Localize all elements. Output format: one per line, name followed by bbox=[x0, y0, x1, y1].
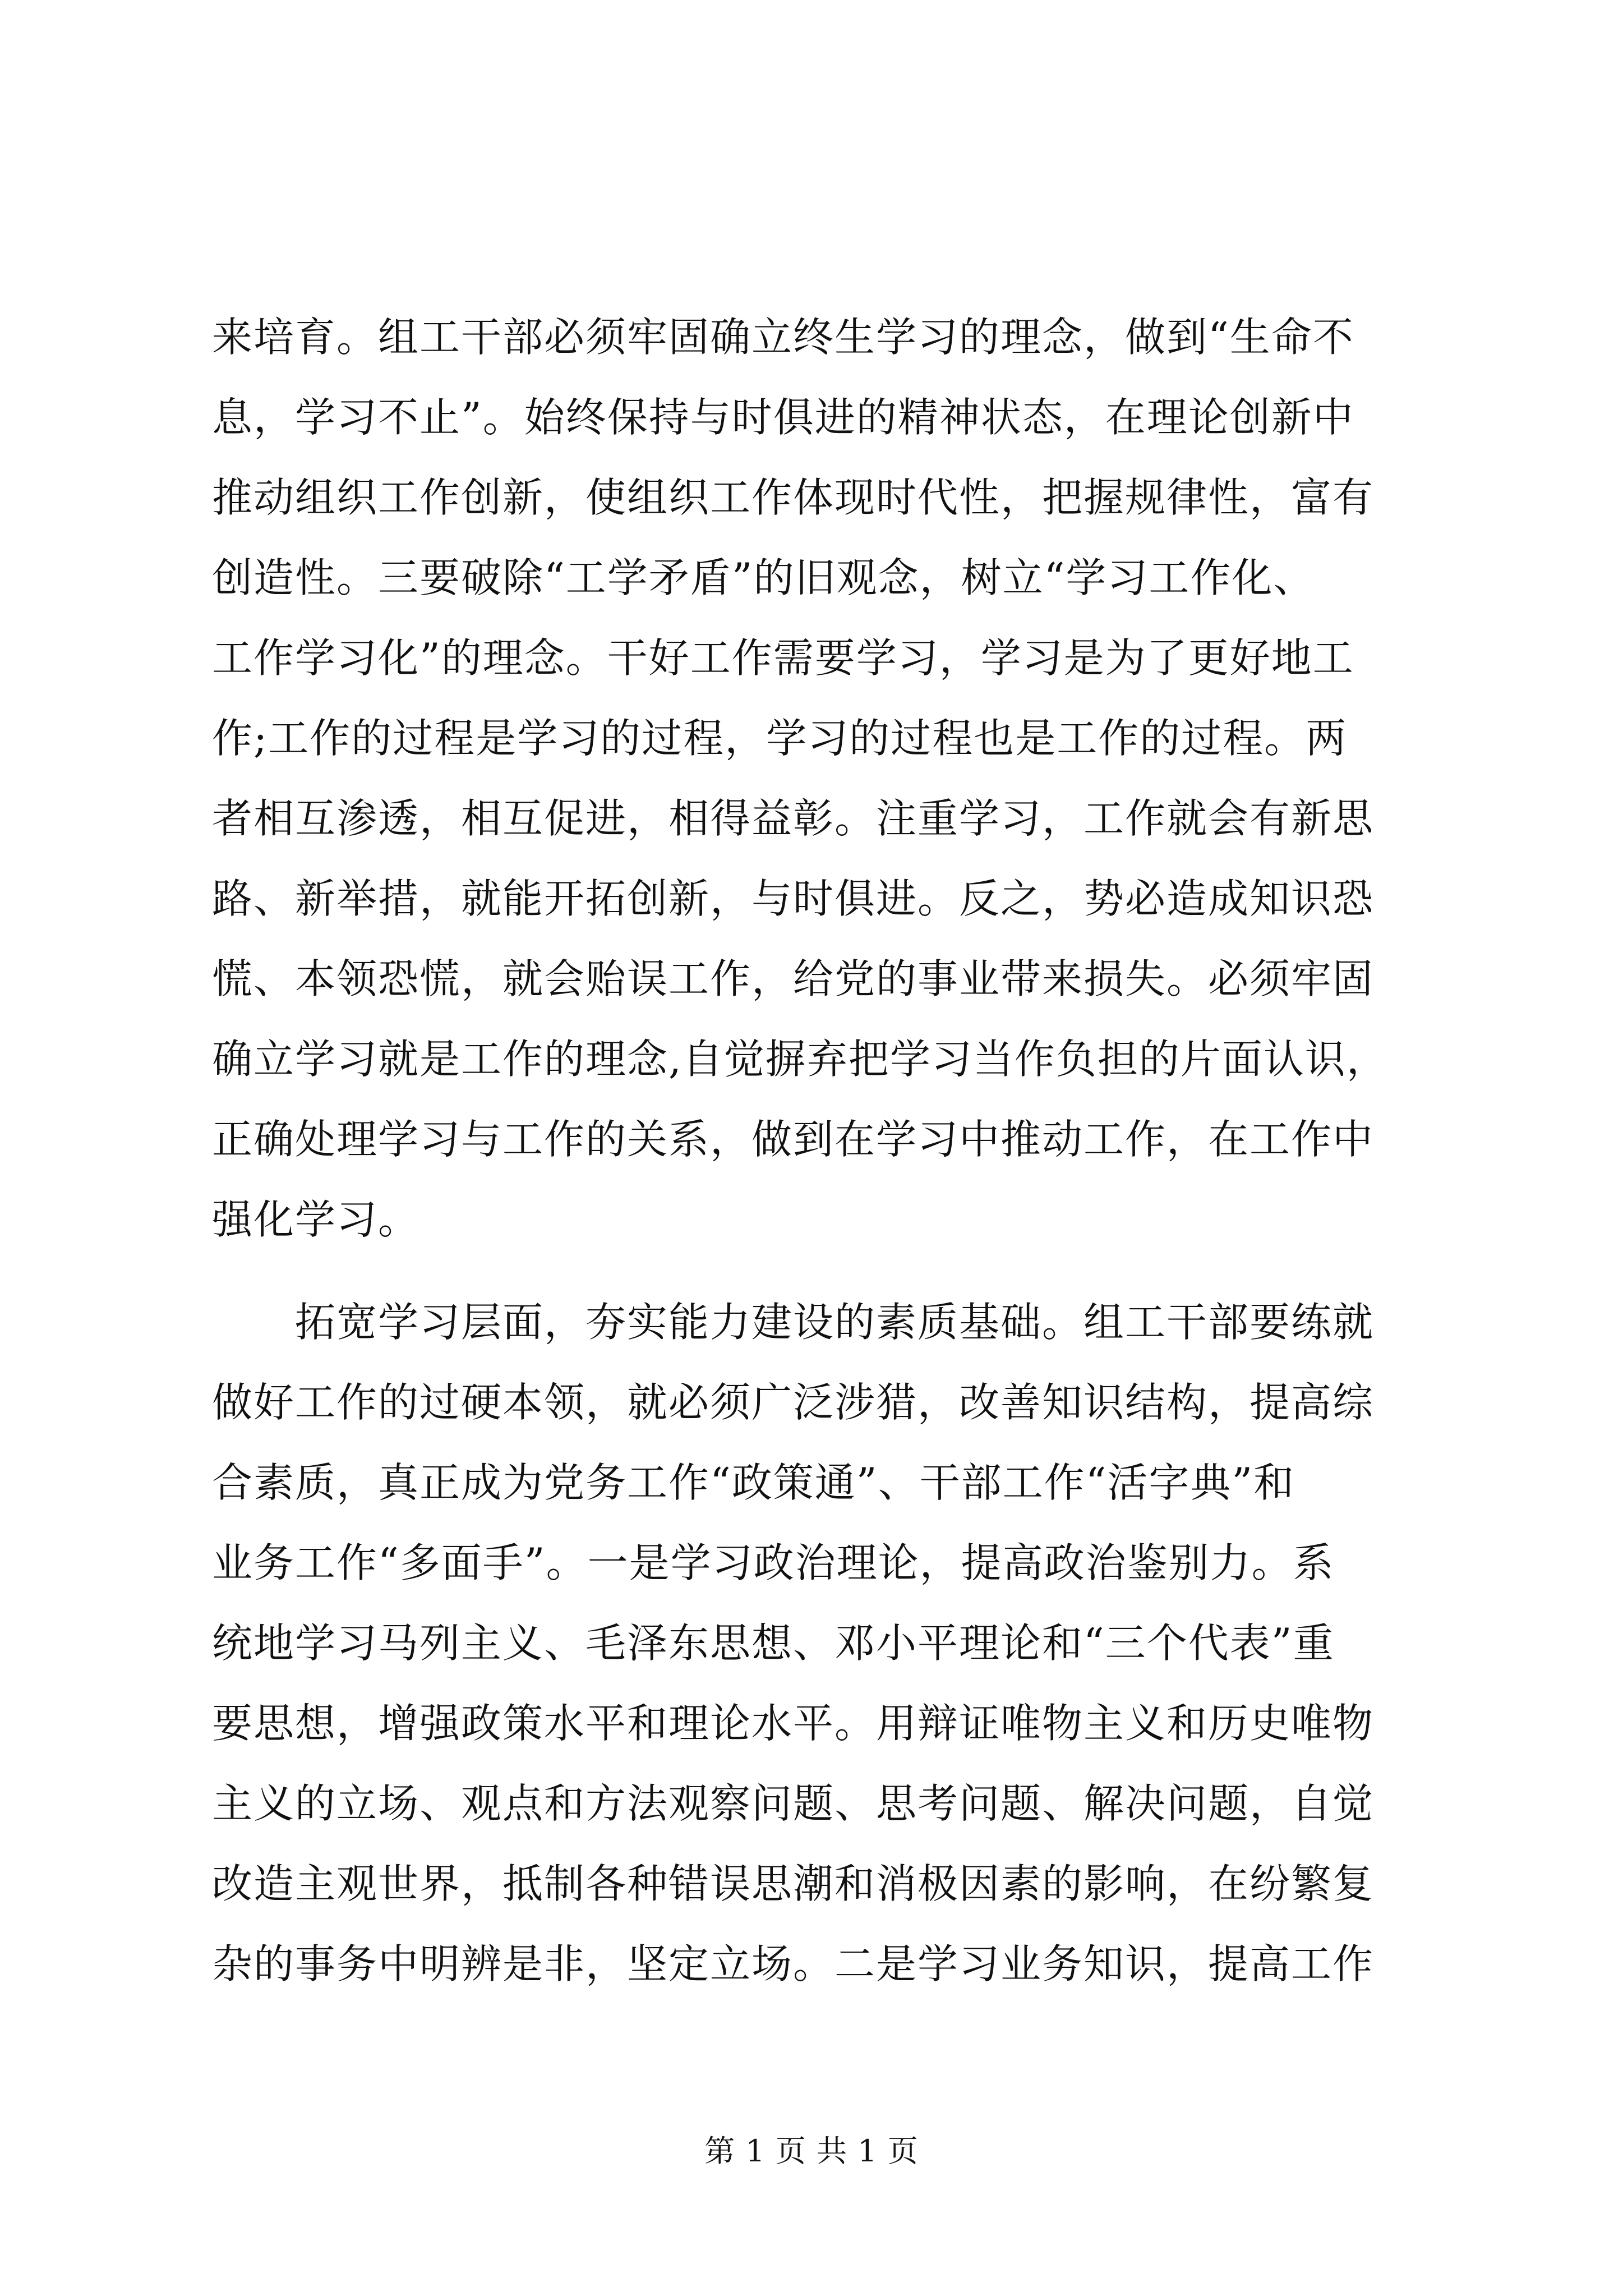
text-line: 做好工作的过硬本领，就必须广泛涉猎，改善知识结构，提高综 bbox=[212, 1379, 1375, 1426]
text-line: 来培育。组工干部必须牢固确立终生学习的理念，做到“生命不 bbox=[212, 314, 1354, 361]
text-line: 作;工作的过程是学习的过程，学习的过程也是工作的过程。两 bbox=[212, 715, 1348, 762]
text-line: 推动组织工作创新，使组织工作体现时代性，把握规律性，富有 bbox=[212, 474, 1375, 521]
text-line: 慌、本领恐慌，就会贻误工作，给党的事业带来损失。必须牢固 bbox=[212, 955, 1375, 1002]
text-line: 杂的事务中明辨是非，坚定立场。二是学习业务知识，提高工作 bbox=[212, 1940, 1375, 1987]
text-line: 主义的立场、观点和方法观察问题、思考问题、解决问题，自觉 bbox=[212, 1780, 1375, 1827]
text-line: 息，学习不止”。始终保持与时俱进的精神状态，在理论创新中 bbox=[212, 394, 1354, 441]
text-line: 路、新举措，就能开拓创新，与时俱进。反之，势必造成知识恐 bbox=[212, 875, 1375, 922]
text-line: 业务工作“多面手”。一是学习政治理论，提高政治鉴别力。系 bbox=[212, 1539, 1335, 1586]
paragraph-2 bbox=[212, 1282, 1412, 2004]
text-line: 强化学习。 bbox=[212, 1196, 420, 1243]
text-line: 要思想，增强政策水平和理论水平。用辩证唯物主义和历史唯物 bbox=[212, 1700, 1375, 1747]
text-line: 合素质，真正成为党务工作“政策通”、干部工作“活字典”和 bbox=[212, 1459, 1295, 1506]
document-body bbox=[212, 297, 1412, 2004]
page-footer bbox=[0, 2132, 1623, 2171]
paragraph-1 bbox=[212, 297, 1412, 1260]
text-line: 正确处理学习与工作的关系，做到在学习中推动工作，在工作中 bbox=[212, 1116, 1375, 1163]
text-line: 工作学习化”的理念。干好工作需要学习，学习是为了更好地工 bbox=[212, 634, 1354, 682]
text-line: 确立学习就是工作的理念,自觉摒弃把学习当作负担的片面认识， bbox=[212, 1036, 1388, 1083]
text-line-indented: 拓宽学习层面，夯实能力建设的素质基础。组工干部要练就 bbox=[295, 1299, 1375, 1346]
page-number-label: 第 1 页 共 1 页 bbox=[704, 2133, 919, 2169]
text-line: 者相互渗透，相互促进，相得益彰。注重学习，工作就会有新思 bbox=[212, 795, 1375, 842]
text-line: 统地学习马列主义、毛泽东思想、邓小平理论和“三个代表”重 bbox=[212, 1619, 1335, 1667]
text-line: 创造性。三要破除“工学矛盾”的旧观念，树立“学习工作化、 bbox=[212, 554, 1315, 601]
paragraph-gap bbox=[212, 1260, 1412, 1282]
text-line: 改造主观世界，抵制各种错误思潮和消极因素的影响，在纷繁复 bbox=[212, 1860, 1375, 1907]
